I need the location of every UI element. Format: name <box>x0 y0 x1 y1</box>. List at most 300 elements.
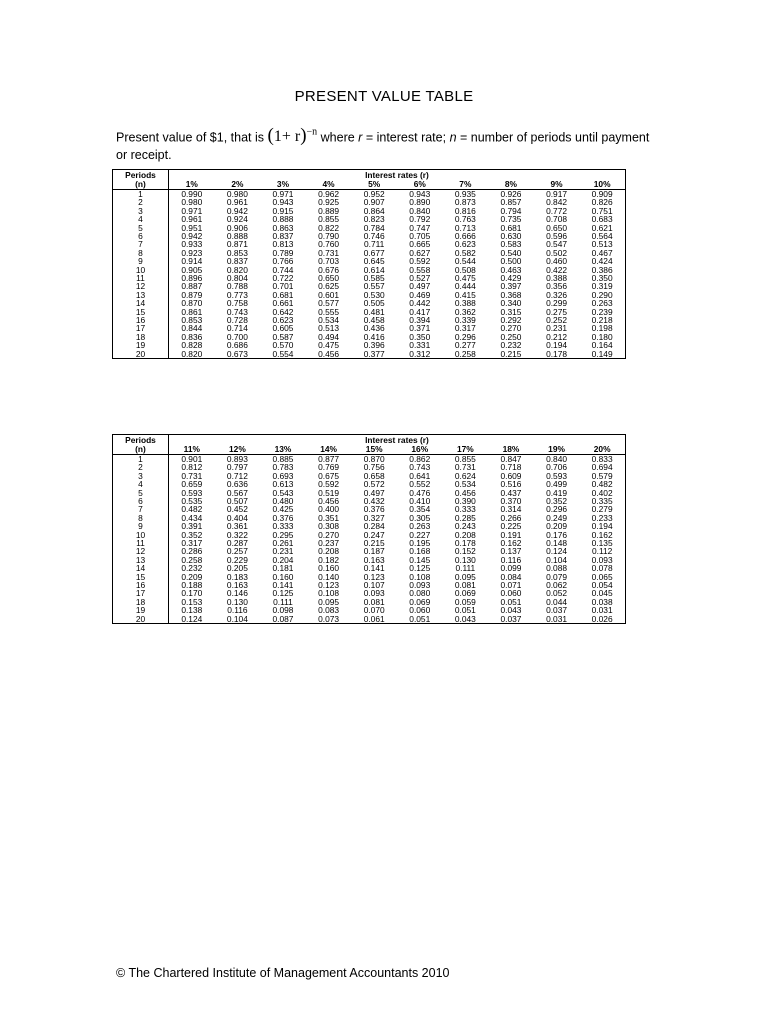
pv-factor-cell: 0.857 <box>500 197 522 208</box>
pv-factor-cell: 0.914 <box>181 256 203 267</box>
pv-factor-cell: 0.756 <box>363 462 385 473</box>
pv-factor-cell: 0.494 <box>318 331 340 342</box>
pv-factor-cell: 0.463 <box>500 264 522 275</box>
pv-factor-cell: 0.095 <box>454 571 476 582</box>
pv-factor-cell: 0.339 <box>454 314 476 325</box>
rate-column-header: 17% <box>443 445 489 455</box>
pv-factor-cell: 0.352 <box>546 496 568 507</box>
pv-factor-cell: 0.585 <box>363 273 385 283</box>
pv-factor-cell: 0.266 <box>500 512 522 523</box>
pv-factor-cell: 0.705 <box>409 231 431 242</box>
pv-factor-cell: 0.480 <box>272 496 294 507</box>
pv-factor-cell: 0.855 <box>318 214 340 225</box>
pv-factor-cell: 0.141 <box>272 579 294 590</box>
pv-factor-cell: 0.031 <box>546 613 568 624</box>
pv-factor-cell: 0.658 <box>363 470 385 481</box>
pv-factor-cell: 0.943 <box>272 197 294 208</box>
period-cell: 9 <box>113 257 169 265</box>
periods-header: Periods <box>113 435 169 446</box>
pv-factor-cell: 0.125 <box>272 588 294 599</box>
pv-factor-cell: 0.112 <box>591 546 613 557</box>
pv-factor-cell: 0.673 <box>226 348 248 359</box>
pv-factor-cell: 0.317 <box>454 323 476 334</box>
pv-factor-cell: 0.570 <box>272 340 294 351</box>
period-cell: 4 <box>113 480 169 488</box>
pv-factor-cell: 0.481 <box>363 306 385 317</box>
pv-factor-cell: 0.327 <box>363 512 385 523</box>
pv-factor-cell: 0.460 <box>546 256 568 267</box>
pv-factor-cell: 0.270 <box>318 529 340 540</box>
pv-factor-cell: 0.864 <box>363 205 385 216</box>
pv-factor-cell: 0.828 <box>181 340 203 351</box>
present-value-table-11-20 <box>112 434 626 624</box>
pv-factor-cell: 0.708 <box>546 214 568 225</box>
pv-factor-cell: 0.093 <box>409 579 431 590</box>
rate-column-header: 7% <box>443 180 489 190</box>
period-cell: 1 <box>113 455 169 464</box>
pv-factor-cell: 0.225 <box>500 521 522 532</box>
period-cell: 16 <box>113 316 169 324</box>
pv-factor-cell: 0.924 <box>226 214 248 225</box>
period-cell: 12 <box>113 282 169 290</box>
pv-factor-cell: 0.847 <box>500 454 522 465</box>
pv-factor-cell: 0.295 <box>272 529 294 540</box>
pv-factor-cell: 0.429 <box>500 273 522 283</box>
pv-factor-cell: 0.714 <box>226 323 248 334</box>
pv-factor-cell: 0.893 <box>226 454 248 465</box>
pv-factor-cell: 0.227 <box>409 529 431 540</box>
period-cell: 20 <box>113 614 169 623</box>
pv-factor-cell: 0.502 <box>546 247 568 258</box>
period-cell: 8 <box>113 249 169 257</box>
pv-factor-cell: 0.686 <box>226 340 248 351</box>
pv-factor-cell: 0.961 <box>181 214 203 225</box>
pv-factor-cell: 0.962 <box>318 189 340 200</box>
pv-factor-cell: 0.195 <box>409 538 431 548</box>
pv-factor-cell: 0.543 <box>272 487 294 498</box>
pv-factor-cell: 0.043 <box>500 605 522 616</box>
pv-factor-cell: 0.416 <box>363 331 385 342</box>
pv-factor-cell: 0.286 <box>181 546 203 557</box>
pv-factor-cell: 0.252 <box>546 314 568 325</box>
pv-factor-cell: 0.564 <box>591 231 613 242</box>
copyright-footer: © The Chartered Institute of Management Accountants 2010 <box>116 966 450 980</box>
pv-factor-cell: 0.701 <box>272 281 294 292</box>
pv-factor-cell: 0.547 <box>546 239 568 250</box>
pv-factor-cell: 0.135 <box>591 538 613 548</box>
pv-factor-cell: 0.530 <box>363 289 385 300</box>
r-definition: = interest rate; <box>365 130 447 145</box>
pv-factor-cell: 0.519 <box>318 487 340 498</box>
pv-factor-cell: 0.084 <box>500 571 522 582</box>
pv-factor-cell: 0.146 <box>226 588 248 599</box>
pv-factor-cell: 0.888 <box>272 214 294 225</box>
pv-factor-cell: 0.889 <box>318 205 340 216</box>
pv-factor-cell: 0.917 <box>546 189 568 200</box>
pv-factor-cell: 0.088 <box>546 563 568 574</box>
pv-factor-cell: 0.623 <box>454 239 476 250</box>
pv-factor-cell: 0.059 <box>454 596 476 607</box>
pv-factor-cell: 0.069 <box>409 596 431 607</box>
pv-factor-cell: 0.098 <box>272 605 294 616</box>
pv-factor-cell: 0.229 <box>226 554 248 565</box>
pv-factor-cell: 0.915 <box>272 205 294 216</box>
pv-factor-cell: 0.624 <box>454 470 476 481</box>
pv-factor-cell: 0.557 <box>363 281 385 292</box>
pv-factor-cell: 0.816 <box>454 205 476 216</box>
period-cell: 14 <box>113 299 169 307</box>
pv-factor-cell: 0.180 <box>591 331 613 342</box>
pv-factor-cell: 0.038 <box>591 596 613 607</box>
pv-factor-cell: 0.326 <box>546 289 568 300</box>
period-cell: 2 <box>113 198 169 206</box>
pv-factor-cell: 0.863 <box>272 222 294 233</box>
pv-factor-cell: 0.772 <box>546 205 568 216</box>
pv-factor-cell: 0.572 <box>363 479 385 490</box>
pv-factor-cell: 0.731 <box>454 462 476 473</box>
pv-factor-cell: 0.168 <box>409 546 431 557</box>
pv-factor-cell: 0.534 <box>454 479 476 490</box>
period-cell: 6 <box>113 232 169 240</box>
pv-factor-cell: 0.926 <box>500 189 522 200</box>
pv-factor-cell: 0.232 <box>181 563 203 574</box>
pv-factor-cell: 0.822 <box>318 222 340 233</box>
pv-factor-cell: 0.277 <box>454 340 476 351</box>
pv-factor-cell: 0.376 <box>272 512 294 523</box>
pv-factor-cell: 0.419 <box>546 487 568 498</box>
pv-factor-cell: 0.840 <box>546 454 568 465</box>
rate-column-header: 4% <box>306 180 352 190</box>
pv-factor-cell: 0.371 <box>409 323 431 334</box>
pv-factor-cell: 0.258 <box>181 554 203 565</box>
pv-factor-cell: 0.507 <box>226 496 248 507</box>
pv-factor-cell: 0.456 <box>454 487 476 498</box>
pv-factor-cell: 0.722 <box>272 273 294 283</box>
pv-factor-cell: 0.138 <box>181 605 203 616</box>
pv-factor-cell: 0.078 <box>591 563 613 574</box>
pv-factor-cell: 0.080 <box>409 588 431 599</box>
pv-factor-cell: 0.583 <box>500 239 522 250</box>
pv-factor-cell: 0.178 <box>546 348 568 359</box>
pv-factor-cell: 0.788 <box>226 281 248 292</box>
pv-factor-cell: 0.758 <box>226 298 248 309</box>
pv-factor-cell: 0.942 <box>226 205 248 216</box>
period-cell: 3 <box>113 472 169 480</box>
intro-text <box>116 124 656 164</box>
pv-factor-cell: 0.630 <box>500 231 522 242</box>
pv-factor-cell: 0.870 <box>363 454 385 465</box>
pv-factor-cell: 0.233 <box>591 512 613 523</box>
pv-factor-cell: 0.744 <box>272 264 294 275</box>
pv-factor-cell: 0.044 <box>546 596 568 607</box>
intro-prefix: Present value of $1, that is <box>116 130 265 145</box>
pv-factor-cell: 0.500 <box>500 256 522 267</box>
pv-factor-cell: 0.844 <box>181 323 203 334</box>
pv-factor-cell: 0.111 <box>455 563 476 574</box>
pv-factor-cell: 0.160 <box>272 571 294 582</box>
pv-factor-cell: 0.270 <box>500 323 522 334</box>
pv-factor-cell: 0.469 <box>409 289 431 300</box>
rate-column-header: 16% <box>397 445 443 455</box>
pv-factor-cell: 0.790 <box>318 231 340 242</box>
pv-factor-cell: 0.215 <box>500 348 522 359</box>
pv-factor-cell: 0.351 <box>318 512 340 523</box>
pv-factor-cell: 0.456 <box>318 348 340 359</box>
pv-factor-cell: 0.083 <box>318 605 340 616</box>
pv-factor-cell: 0.942 <box>181 231 203 242</box>
pv-factor-cell: 0.062 <box>546 579 568 590</box>
pv-factor-cell: 0.361 <box>226 521 248 532</box>
period-cell: 6 <box>113 497 169 505</box>
period-cell: 5 <box>113 489 169 497</box>
pv-factor-cell: 0.645 <box>363 256 385 267</box>
pv-factor-cell: 0.388 <box>454 298 476 309</box>
pv-factor-cell: 0.933 <box>181 239 203 250</box>
pv-factor-cell: 0.263 <box>409 521 431 532</box>
pv-factor-cell: 0.905 <box>181 264 203 275</box>
pv-factor-cell: 0.051 <box>454 605 476 616</box>
pv-factor-cell: 0.605 <box>272 323 294 334</box>
pv-factor-cell: 0.896 <box>181 273 203 283</box>
pv-factor-cell: 0.877 <box>318 454 340 465</box>
pv-factor-cell: 0.043 <box>454 613 476 624</box>
pv-factor-cell: 0.534 <box>318 314 340 325</box>
pv-factor-cell: 0.261 <box>272 538 294 548</box>
pv-factor-cell: 0.475 <box>454 273 476 283</box>
pv-factor-cell: 0.587 <box>272 331 294 342</box>
pv-factor-cell: 0.404 <box>226 512 248 523</box>
pv-factor-cell: 0.641 <box>409 470 431 481</box>
pv-factor-cell: 0.971 <box>181 205 203 216</box>
pv-factor-cell: 0.182 <box>318 554 340 565</box>
pv-factor-cell: 0.593 <box>546 470 568 481</box>
pv-factor-cell: 0.204 <box>272 554 294 565</box>
n-definition: = number of periods until payment or receipt. <box>116 130 650 163</box>
pv-factor-cell: 0.621 <box>591 222 613 233</box>
period-cell: 17 <box>113 324 169 332</box>
pv-factor-cell: 0.842 <box>546 197 568 208</box>
pv-factor-cell: 0.840 <box>409 205 431 216</box>
pv-factor-cell: 0.376 <box>363 504 385 515</box>
pv-factor-cell: 0.577 <box>318 298 340 309</box>
pv-factor-cell: 0.751 <box>591 205 613 216</box>
pv-factor-cell: 0.659 <box>181 479 203 490</box>
pv-factor-cell: 0.079 <box>546 571 568 582</box>
pv-factor-cell: 0.333 <box>272 521 294 532</box>
pv-factor-cell: 0.335 <box>591 496 613 507</box>
pv-factor-cell: 0.951 <box>181 222 203 233</box>
pv-factor-cell: 0.305 <box>409 512 431 523</box>
pv-factor-cell: 0.148 <box>546 538 568 548</box>
pv-factor-cell: 0.397 <box>500 281 522 292</box>
pv-factor-cell: 0.544 <box>454 256 476 267</box>
period-cell: 1 <box>113 190 169 199</box>
pv-factor-cell: 0.394 <box>409 314 431 325</box>
period-cell: 17 <box>113 589 169 597</box>
pv-factor-cell: 0.665 <box>409 239 431 250</box>
pv-factor-cell: 0.567 <box>226 487 248 498</box>
present-value-table-1-10 <box>112 169 626 359</box>
pv-factor-cell: 0.163 <box>226 579 248 590</box>
pv-factor-cell: 0.350 <box>409 331 431 342</box>
pv-factor-cell: 0.065 <box>591 571 613 582</box>
pv-factor-cell: 0.837 <box>226 256 248 267</box>
pv-factor-cell: 0.187 <box>363 546 385 557</box>
pv-factor-cell: 0.853 <box>181 314 203 325</box>
period-cell: 15 <box>113 307 169 315</box>
pv-factor-cell: 0.971 <box>272 189 294 200</box>
pv-factor-cell: 0.694 <box>591 462 613 473</box>
pv-factor-cell: 0.592 <box>409 256 431 267</box>
period-cell: 19 <box>113 341 169 349</box>
pv-factor-cell: 0.836 <box>181 331 203 342</box>
pv-factor-cell: 0.555 <box>318 306 340 317</box>
pv-factor-cell: 0.434 <box>181 512 203 523</box>
pv-factor-cell: 0.718 <box>500 462 522 473</box>
intro-where: where <box>320 130 355 145</box>
pv-factor-cell: 0.943 <box>409 189 431 200</box>
pv-factor-cell: 0.467 <box>591 247 613 258</box>
pv-factor-cell: 0.081 <box>363 596 385 607</box>
pv-factor-cell: 0.104 <box>226 613 248 624</box>
pv-formula: $(1+ r)^{-n}$ <box>267 125 318 147</box>
pv-factor-cell: 0.231 <box>272 546 294 557</box>
pv-factor-cell: 0.743 <box>226 306 248 317</box>
pv-factor-cell: 0.250 <box>500 331 522 342</box>
pv-factor-cell: 0.804 <box>226 273 248 283</box>
pv-factor-cell: 0.356 <box>546 281 568 292</box>
pv-factor-cell: 0.087 <box>272 613 294 624</box>
pv-factor-cell: 0.178 <box>454 538 476 548</box>
table-row <box>113 349 626 358</box>
pv-factor-cell: 0.482 <box>181 504 203 515</box>
pv-factor-cell: 0.108 <box>409 571 431 582</box>
pv-factor-cell: 0.513 <box>318 323 340 334</box>
pv-factor-cell: 0.890 <box>409 197 431 208</box>
pv-factor-cell: 0.683 <box>591 214 613 225</box>
pv-factor-cell: 0.513 <box>591 239 613 250</box>
pv-factor-cell: 0.198 <box>591 323 613 334</box>
period-cell: 18 <box>113 598 169 606</box>
pv-factor-cell: 0.093 <box>591 554 613 565</box>
pv-factor-cell: 0.386 <box>591 264 613 275</box>
pv-factor-cell: 0.149 <box>591 348 613 359</box>
pv-factor-cell: 0.308 <box>318 521 340 532</box>
pv-factor-cell: 0.045 <box>591 588 613 599</box>
pv-factor-cell: 0.402 <box>591 487 613 498</box>
pv-factor-cell: 0.432 <box>363 496 385 507</box>
pv-factor-cell: 0.124 <box>181 613 203 624</box>
period-cell: 19 <box>113 606 169 614</box>
pv-factor-cell: 0.209 <box>546 521 568 532</box>
pv-factor-cell: 0.833 <box>591 454 613 465</box>
period-cell: 3 <box>113 207 169 215</box>
pv-factor-cell: 0.391 <box>181 521 203 532</box>
pv-factor-cell: 0.081 <box>454 579 476 590</box>
pv-factor-cell: 0.031 <box>591 605 613 616</box>
period-cell: 20 <box>113 349 169 358</box>
pv-factor-cell: 0.354 <box>409 504 431 515</box>
pv-factor-cell: 0.592 <box>318 479 340 490</box>
n-variable: n <box>449 130 457 145</box>
pv-factor-cell: 0.535 <box>181 496 203 507</box>
rate-column-header: 5% <box>351 180 397 190</box>
rate-column-header: 10% <box>579 180 625 190</box>
pv-factor-cell: 0.130 <box>226 596 248 607</box>
pv-factor-cell: 0.287 <box>226 538 248 548</box>
pv-factor-cell: 0.681 <box>500 222 522 233</box>
pv-factor-cell: 0.054 <box>591 579 613 590</box>
rate-column-header: 1% <box>169 180 215 190</box>
pv-factor-cell: 0.285 <box>454 512 476 523</box>
period-cell: 18 <box>113 333 169 341</box>
period-cell: 5 <box>113 224 169 232</box>
pv-factor-cell: 0.593 <box>181 487 203 498</box>
pv-factor-cell: 0.194 <box>546 340 568 351</box>
pv-factor-cell: 0.153 <box>181 596 203 607</box>
pv-factor-cell: 0.783 <box>272 462 294 473</box>
pv-factor-cell: 0.037 <box>546 605 568 616</box>
pv-factor-cell: 0.497 <box>363 487 385 498</box>
period-cell: 2 <box>113 463 169 471</box>
pv-factor-cell: 0.909 <box>591 189 613 200</box>
rate-column-header: 14% <box>306 445 352 455</box>
pv-factor-cell: 0.319 <box>591 281 613 292</box>
pv-factor-cell: 0.215 <box>363 538 385 548</box>
pv-factor-cell: 0.823 <box>363 214 385 225</box>
pv-factor-cell: 0.666 <box>454 231 476 242</box>
pv-factor-cell: 0.237 <box>318 538 340 548</box>
pv-factor-cell: 0.444 <box>454 281 476 292</box>
pv-factor-cell: 0.693 <box>272 470 294 481</box>
pv-factor-cell: 0.746 <box>363 231 385 242</box>
pv-factor-cell: 0.601 <box>318 289 340 300</box>
period-cell: 16 <box>113 581 169 589</box>
pv-factor-cell: 0.901 <box>181 454 203 465</box>
period-cell: 11 <box>113 274 169 282</box>
pv-factor-cell: 0.140 <box>318 571 340 582</box>
pv-factor-cell: 0.735 <box>500 214 522 225</box>
pv-factor-cell: 0.331 <box>409 340 431 351</box>
period-cell: 9 <box>113 522 169 530</box>
pv-factor-cell: 0.060 <box>500 588 522 599</box>
pv-factor-cell: 0.292 <box>500 314 522 325</box>
pv-factor-cell: 0.703 <box>318 256 340 267</box>
pv-factor-cell: 0.111 <box>273 596 293 607</box>
pv-factor-cell: 0.152 <box>454 546 476 557</box>
pv-factor-cell: 0.769 <box>318 462 340 473</box>
pv-factor-cell: 0.051 <box>409 613 431 624</box>
pv-factor-cell: 0.820 <box>181 348 203 359</box>
pv-factor-cell: 0.350 <box>591 273 613 283</box>
pv-factor-cell: 0.208 <box>454 529 476 540</box>
pv-factor-cell: 0.340 <box>500 298 522 309</box>
pv-factor-cell: 0.137 <box>500 546 522 557</box>
pv-factor-cell: 0.862 <box>409 454 431 465</box>
pv-factor-cell: 0.417 <box>409 306 431 317</box>
pv-factor-cell: 0.935 <box>454 189 476 200</box>
pv-factor-cell: 0.299 <box>546 298 568 309</box>
pv-factor-cell: 0.558 <box>409 264 431 275</box>
pv-factor-cell: 0.596 <box>546 231 568 242</box>
pv-factor-cell: 0.853 <box>226 247 248 258</box>
pv-factor-cell: 0.258 <box>454 348 476 359</box>
pv-factor-cell: 0.499 <box>546 479 568 490</box>
pv-factor-cell: 0.579 <box>591 470 613 481</box>
pv-factor-cell: 0.773 <box>226 289 248 300</box>
interest-rates-header: Interest rates (r) <box>365 434 429 445</box>
pv-factor-cell: 0.099 <box>500 563 522 574</box>
